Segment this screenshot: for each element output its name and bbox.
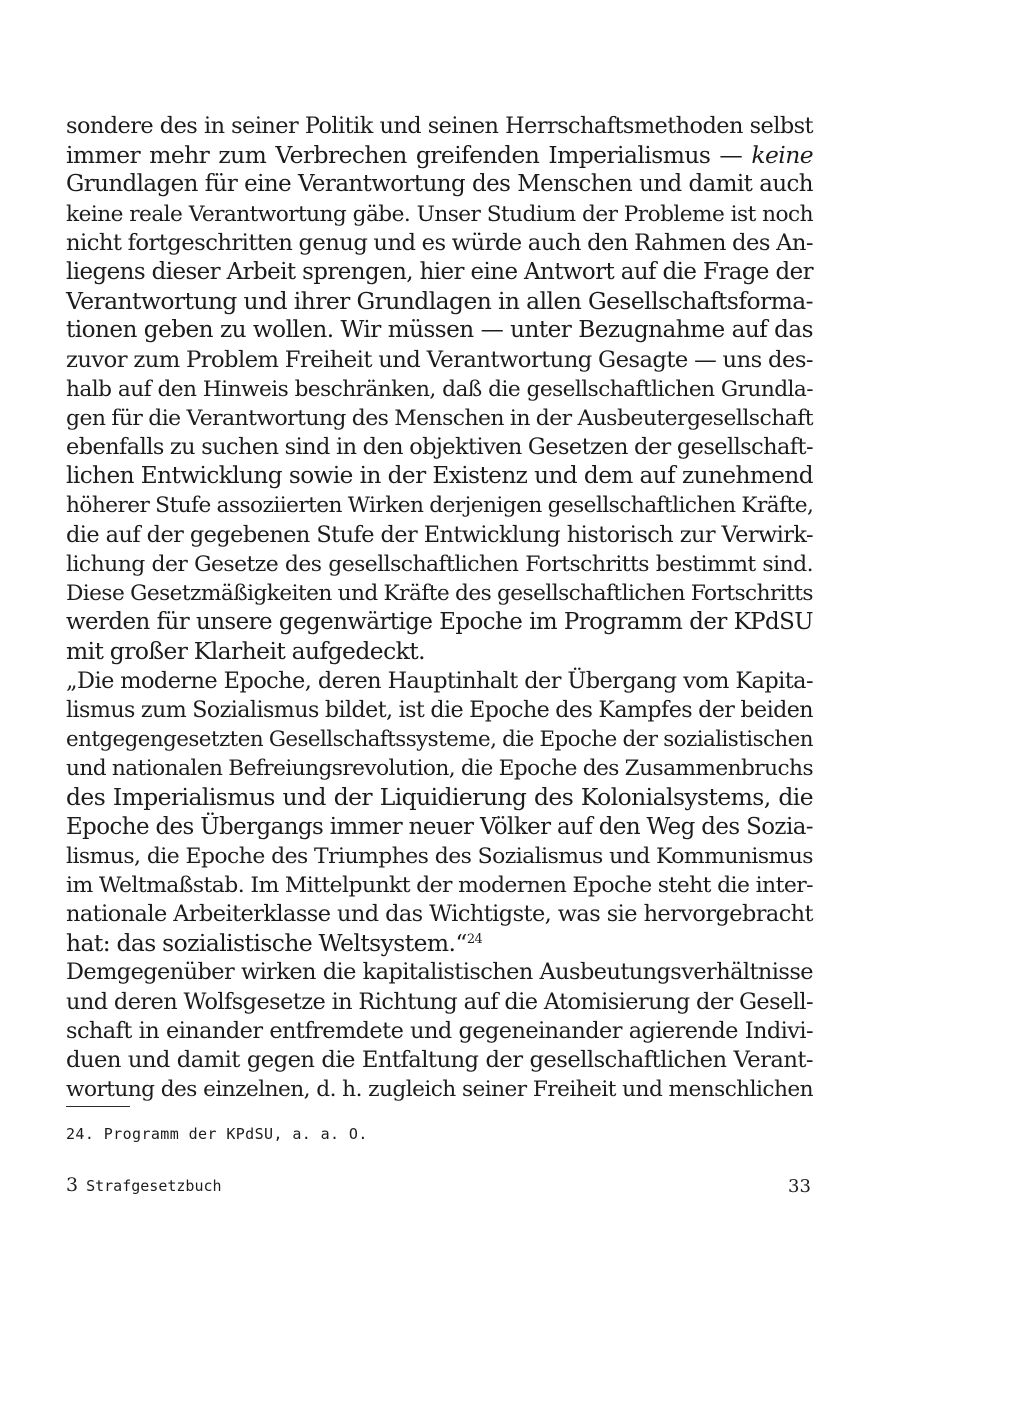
quote-line: im Weltmaßstab. Im Mittelpunkt der modernen Epoche steht die inter- (66, 872, 813, 898)
signature-title: Strafgesetzbuch (86, 1177, 222, 1195)
text-line: gen für die Verantwortung des Menschen in der Ausbeutergesellschaft (66, 405, 814, 431)
text-line: zuvor zum Problem Freiheit und Verantwortung Gesagte — uns des- (66, 346, 813, 373)
text-line: und deren Wolfsgesetze in Richtung auf die Atomisierung der Gesell- (66, 988, 813, 1015)
quote-line: „Die moderne Epoche, deren Hauptinhalt der Übergang vom Kapita- (66, 667, 813, 694)
quote-line: und nationalen Befreiungsrevolution, die Epoche des Zusammenbruchs (66, 756, 814, 782)
text-line: nicht fortgeschritten genug und es würde auch den Rahmen des An- (66, 229, 813, 256)
footnote-reference: 24 (466, 932, 483, 948)
text-line: ebenfalls zu suchen sind in den objektiven Gesetzen der gesellschaft- (66, 434, 813, 461)
quote-line: entgegengesetzten Gesellschaftssysteme, die Epoche der sozialistischen (66, 726, 813, 752)
text-line: werden für unsere gegenwärtige Epoche im Programm der KPdSU (66, 609, 813, 636)
quote-line: lismus, die Epoche des Triumphes des Sozialismus und Kommunismus (66, 843, 813, 869)
text-line: liegens dieser Arbeit sprengen, hier eine Antwort auf die Frage der (66, 258, 813, 285)
text-line: Verantwortung und ihrer Grundlagen in allen Gesellschaftsforma- (66, 287, 813, 316)
text-line: Diese Gesetzmäßigkeiten und Kräfte des gesellschaftlichen Fortschritts (66, 581, 813, 606)
page-number: 33 (788, 1176, 811, 1197)
quote-line: Epoche des Übergangs immer neuer Völker auf den Weg des Sozia- (66, 813, 813, 840)
signature-number: 3 (66, 1174, 79, 1196)
footnote-divider (66, 1106, 130, 1107)
text-line: sondere des in seiner Politik und seinen Herrschaftsmethoden selbst (66, 113, 813, 139)
text-line: keine reale Verantwortung gäbe. Unser Studium der Probleme ist noch (66, 201, 813, 227)
text-line: Grundlagen für eine Verantwortung des Menschen und damit auch (66, 171, 813, 198)
text-line: mit großer Klarheit aufgedeckt. (66, 637, 425, 666)
text-line: lichung der Gesetze des gesellschaftlichen Fortschritts bestimmt sind. (66, 551, 813, 577)
body-text (66, 112, 813, 1104)
text-line: lichen Entwicklung sowie in der Existenz und dem auf zunehmend (66, 463, 813, 490)
text-line: höherer Stufe assoziierten Wirken derjenigen gesellschaftlichen Kräfte, (66, 493, 814, 519)
text-line: schaft in einander entfremdete und gegeneinander agierende Indivi- (66, 1017, 813, 1044)
text-line: die auf der gegebenen Stufe der Entwicklung historisch zur Verwirk- (66, 521, 813, 548)
emphasis-keine: keine (751, 141, 813, 170)
text-line: Demgegenüber wirken die kapitalistischen Ausbeutungsverhältnisse (66, 959, 813, 986)
text-line-fragment: immer mehr zum Verbrechen greifenden Imperialismus — (66, 141, 743, 170)
text-line (66, 141, 813, 170)
footnote: 24. Programm der KPdSU, a. a. O. (66, 1125, 368, 1143)
quote-line: nationale Arbeiterklasse und das Wichtigste, was sie hervorgebracht (66, 901, 813, 928)
text-line: wortung des einzelnen, d. h. zugleich seiner Freiheit und menschlichen (66, 1077, 813, 1103)
text-line: halb auf den Hinweis beschränken, daß die gesellschaftlichen Grundla- (66, 376, 813, 402)
signature-mark (66, 1174, 222, 1197)
quote-line (66, 929, 813, 958)
quote-end-text: hat: das sozialistische Weltsystem.“ (66, 929, 467, 958)
quote-line: des Imperialismus und der Liquidierung des Kolonialsystems, die (66, 783, 813, 812)
text-line: duen und damit gegen die Entfaltung der gesellschaftlichen Verant- (66, 1047, 813, 1073)
quote-line: lismus zum Sozialismus bildet, ist die Epoche des Kampfes der beiden (66, 696, 813, 723)
text-line: tionen geben zu wollen. Wir müssen — unter Bezugnahme auf das (66, 317, 813, 344)
